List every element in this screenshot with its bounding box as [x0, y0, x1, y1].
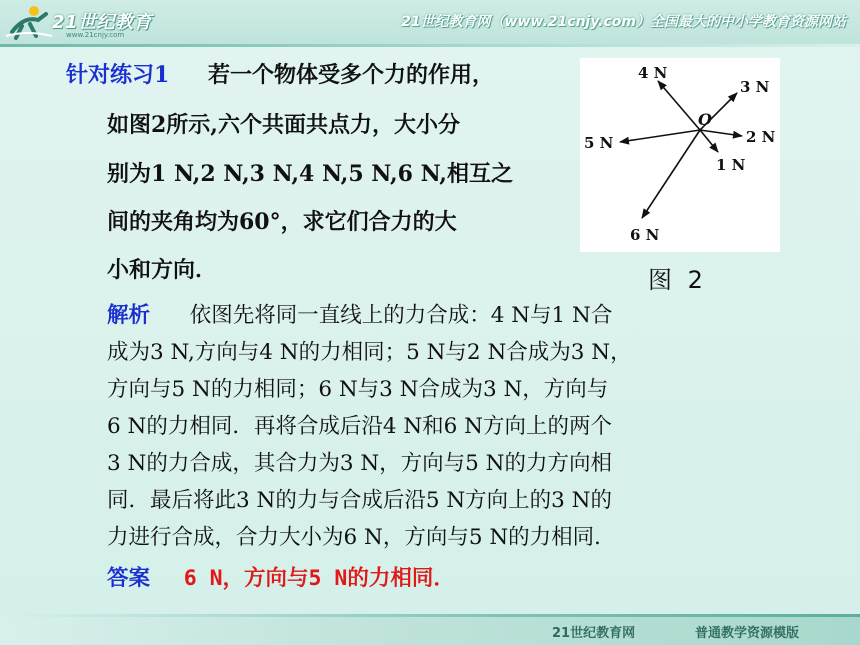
force-arrow-5n — [620, 130, 700, 142]
question-line: 如图2所示,六个共面共点力，大小分 — [107, 112, 460, 138]
header-divider — [0, 44, 860, 47]
logo — [4, 2, 184, 42]
logo-url: www.21cnjy.com — [66, 31, 125, 39]
force-label-2n: 2 N — [746, 128, 776, 146]
force-arrow-4n — [658, 81, 700, 130]
force-label-6n: 6 N — [630, 226, 660, 244]
answer-line — [107, 561, 455, 592]
question-line: 若一个物体受多个力的作用， — [208, 62, 495, 88]
origin-label: O — [698, 110, 712, 129]
solution-line: 成为3 N,方向与4 N的力相同；5 N与2 N合成为3 N， — [107, 340, 632, 365]
solution-line: 同．最后将此3 N的力与合成后沿5 N方向上的3 N的 — [107, 488, 612, 513]
logo-text: 21世纪教育 — [52, 12, 153, 33]
answer-label: 答案 — [107, 566, 151, 591]
solution-line — [107, 298, 612, 329]
question-label: 针对练习1 — [66, 62, 170, 88]
logo-runner-icon — [4, 2, 54, 42]
question-line: 小和方向． — [107, 257, 218, 283]
footer-site: 21世纪教育网 — [552, 626, 636, 641]
force-arrow-2n — [700, 130, 742, 136]
question-title — [66, 58, 169, 89]
force-label-3n: 3 N — [740, 78, 770, 96]
solution-line: 方向与5 N的力相同；6 N与3 N合成为3 N，方向与 — [107, 377, 609, 402]
solution-line: 力进行合成，合力大小为6 N，方向与5 N的力相同． — [107, 525, 616, 550]
force-arrow-1n — [700, 130, 718, 152]
header-slogan: 21世纪教育网（www.21cnjy.com）全国最大的中小学教育资源网站 — [401, 14, 846, 30]
force-label-4n: 4 N — [638, 64, 668, 82]
force-label-5n: 5 N — [584, 134, 614, 152]
figure-caption: 图 2 — [648, 266, 707, 294]
solution-line: 3 N的力合成，其合力为3 N，方向与5 N的力方向相 — [107, 451, 612, 476]
header-bar — [0, 0, 860, 44]
force-diagram — [580, 58, 780, 252]
solution-text: 依图先将同一直线上的力合成：4 N与1 N合 — [189, 303, 613, 328]
force-label-1n: 1 N — [716, 156, 746, 174]
question-line: 别为1 N,2 N,3 N,4 N,5 N,6 N,相互之 — [107, 161, 513, 187]
solution-label: 解析 — [107, 303, 151, 328]
solution-line: 6 N的力相同．再将合成后沿4 N和6 N方向上的两个 — [107, 414, 612, 439]
footer-template: 普通教学资源模版 — [695, 626, 800, 641]
question-line: 间的夹角均为60°，求它们合力的大 — [107, 209, 457, 235]
answer-text: 6 N，方向与5 N的力相同． — [183, 566, 455, 591]
force-arrow-6n — [642, 130, 700, 218]
force-diagram-svg — [580, 58, 780, 252]
